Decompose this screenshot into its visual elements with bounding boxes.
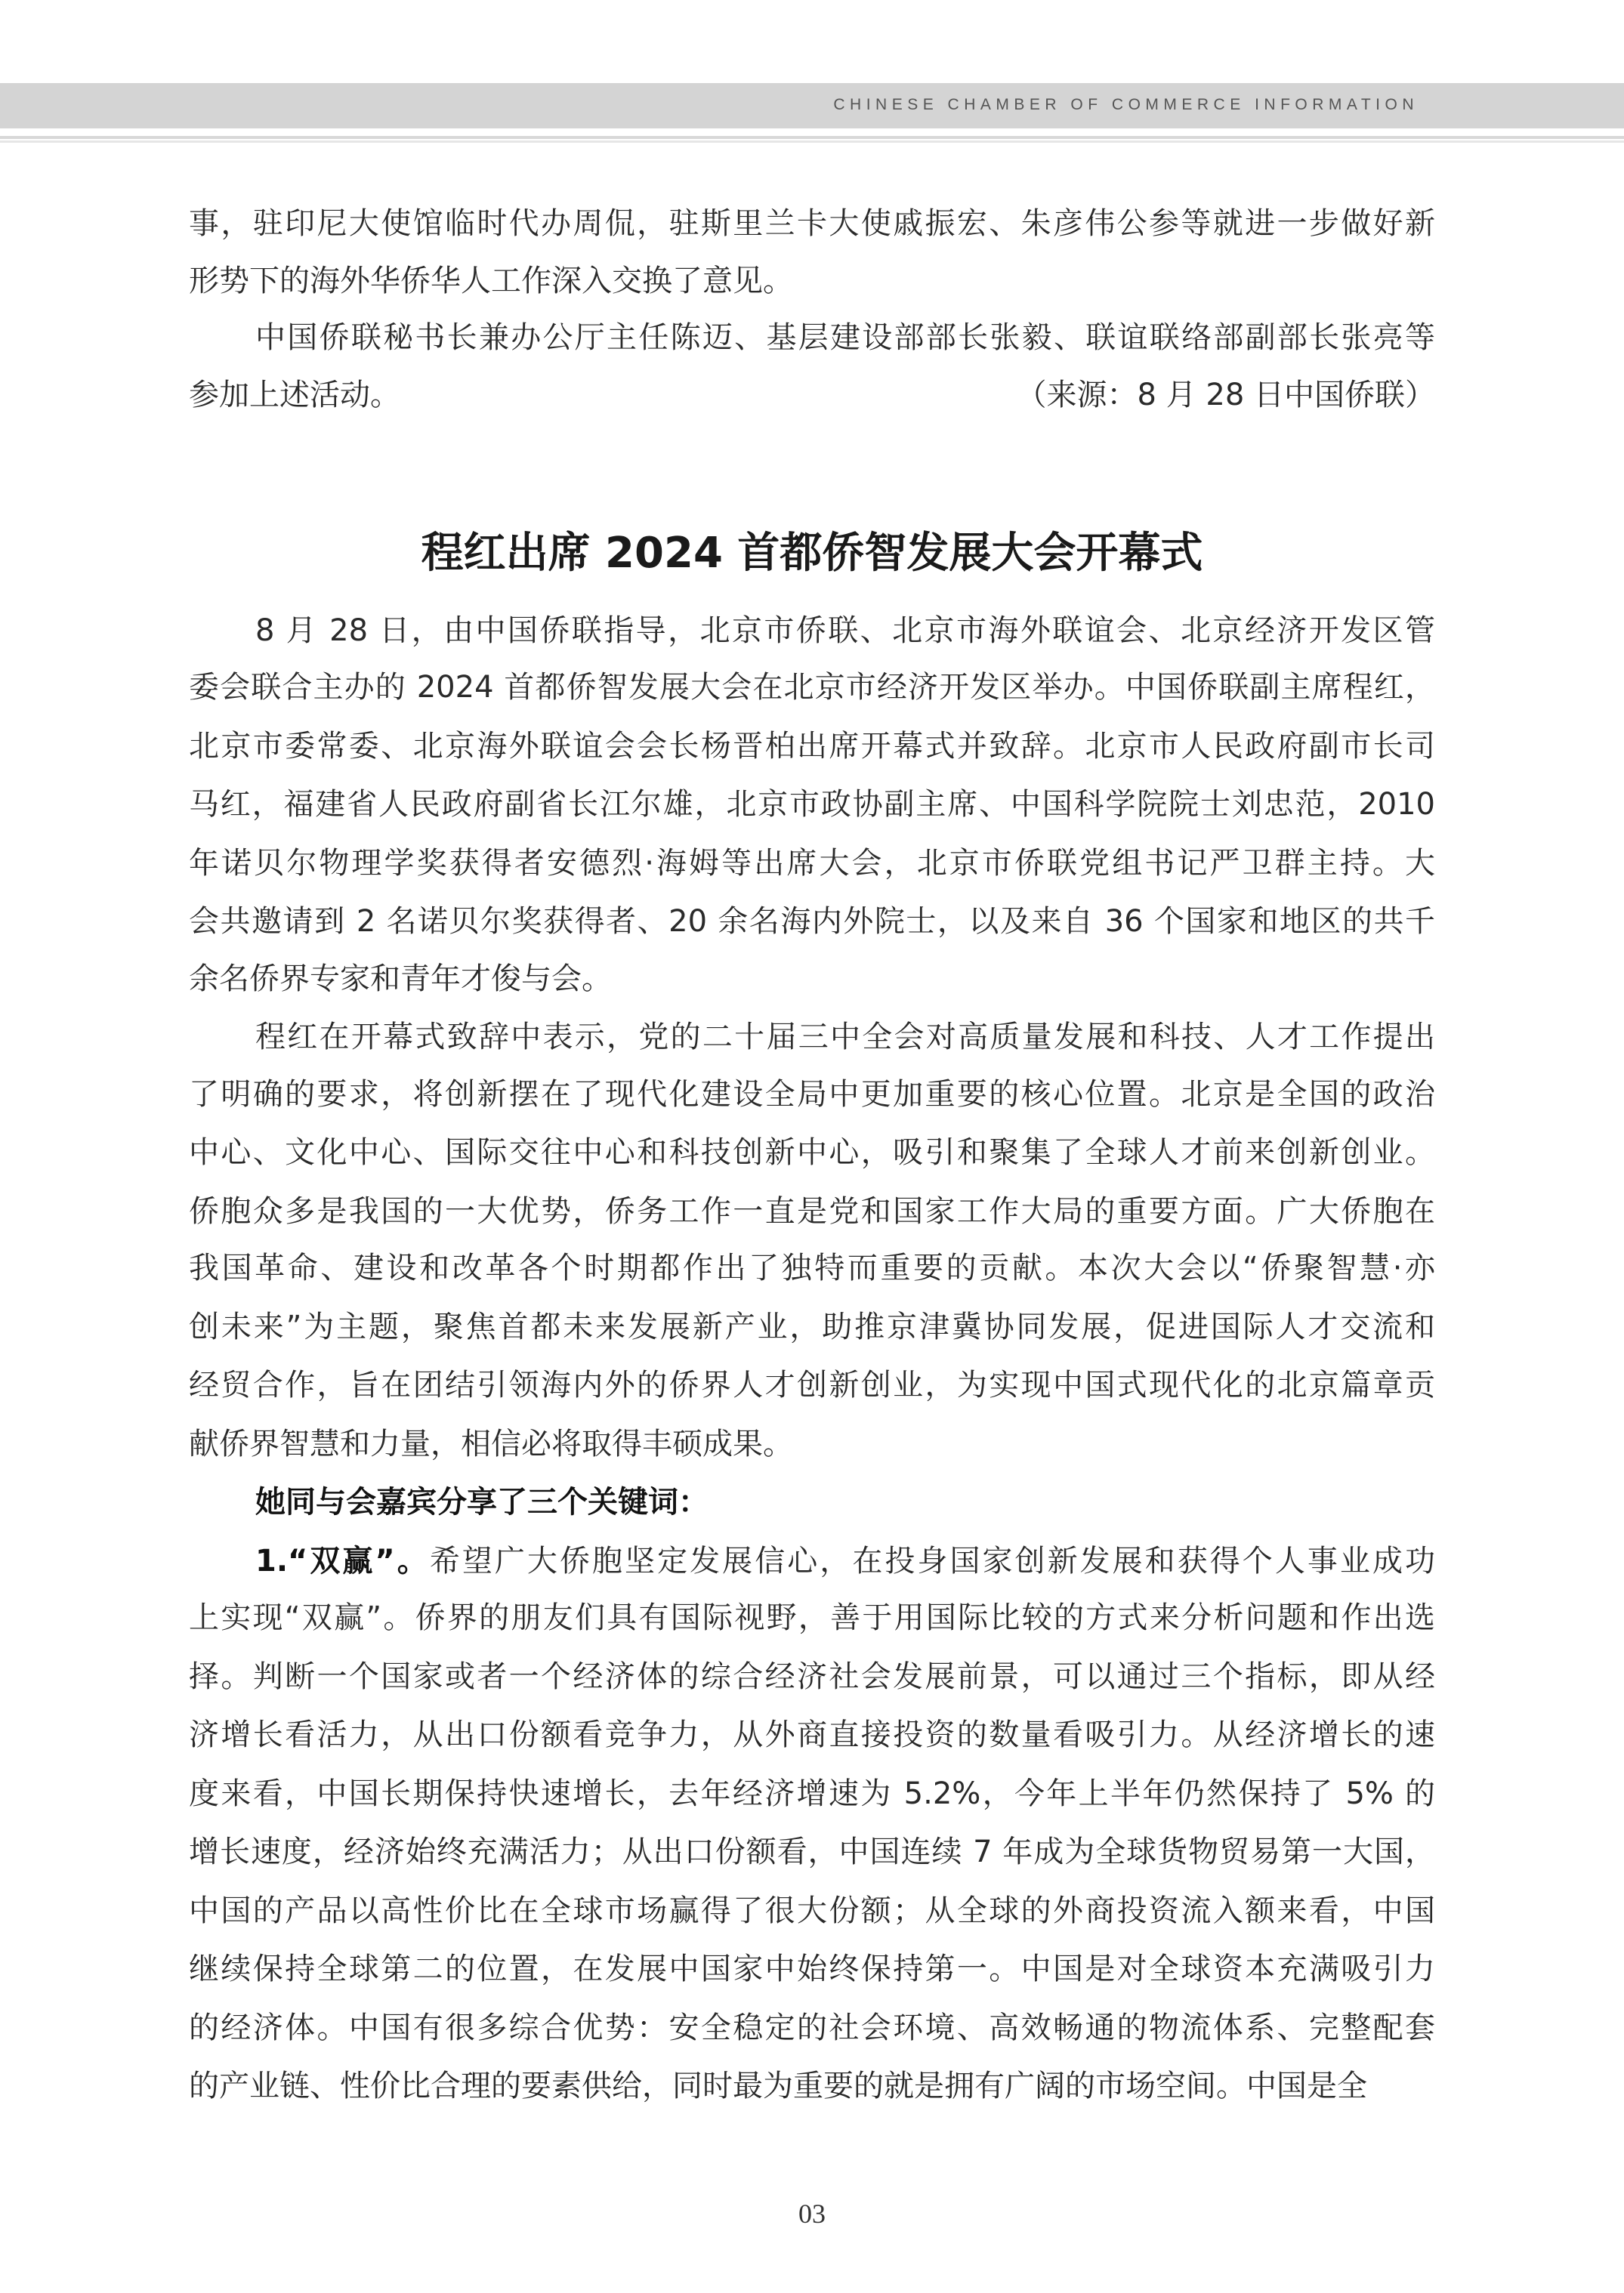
- source-note: （来源：8 月 28 日中国侨联）: [1016, 378, 1435, 412]
- text-line: 了明确的要求，将创新摆在了现代化建设全局中更加重要的核心位置。北京是全国的政治: [189, 1077, 1435, 1112]
- text-line: 事，驻印尼大使馆临时代办周侃，驻斯里兰卡大使戚振宏、朱彦伟公参等就进一步做好新: [189, 206, 1435, 241]
- header-rule: [0, 140, 1624, 143]
- text-line: 程红在开幕式致辞中表示，党的二十届三中全会对高质量发展和科技、人才工作提出: [255, 1020, 1435, 1054]
- text-line: 济增长看活力，从出口份额看竞争力，从外商直接投资的数量看吸引力。从经济增长的速: [189, 1717, 1435, 1752]
- text-line: 马红，福建省人民政府副省长江尔雄，北京市政协副主席、中国科学院院士刘忠范，2010: [189, 787, 1435, 822]
- text-run: 希望广大侨胞坚定发展信心，在投身国家创新发展和获得个人事业成功: [429, 1544, 1435, 1579]
- article-title: 程红出席 2024 首都侨智发展大会开幕式: [421, 529, 1203, 578]
- text-line: 委会联合主办的 2024 首都侨智发展大会在北京市经济开发区举办。中国侨联副主席程红，: [189, 670, 1435, 705]
- text-line: 参加上述活动。: [189, 378, 400, 412]
- text-line: 上实现“双赢”。侨界的朋友们具有国际视野，善于用国际比较的方式来分析问题和作出选: [189, 1600, 1435, 1635]
- text-line: 北京市委常委、北京海外联谊会会长杨晋柏出席开幕式并致辞。北京市人民政府副市长司: [189, 729, 1435, 764]
- text-line: 她同与会嘉宾分享了三个关键词：: [255, 1485, 709, 1520]
- text-line: [255, 1540, 1435, 1582]
- text-line: 形势下的海外华侨华人工作深入交换了意见。: [189, 264, 793, 298]
- text-line: 的经济体。中国有很多综合优势：安全稳定的社会环境、高效畅通的物流体系、完整配套: [189, 2011, 1435, 2045]
- text-line: 经贸合作，旨在团结引领海内外的侨界人才创新创业，为实现中国式现代化的北京篇章贡: [189, 1368, 1435, 1403]
- text-line: 8 月 28 日，由中国侨联指导，北京市侨联、北京市海外联谊会、北京经济开发区管: [255, 613, 1435, 648]
- text-line: 择。判断一个国家或者一个经济体的综合经济社会发展前景，可以通过三个指标，即从经: [189, 1659, 1435, 1694]
- text-line: 中心、文化中心、国际交往中心和科技创新中心，吸引和聚集了全球人才前来创新创业。: [189, 1135, 1435, 1170]
- text-line: 会共邀请到 2 名诺贝尔奖获得者、20 余名海内外院士，以及来自 36 个国家和地区的共千: [189, 904, 1435, 939]
- text-line: 我国革命、建设和改革各个时期都作出了独特而重要的贡献。本次大会以“侨聚智慧·亦: [189, 1251, 1435, 1285]
- text-line: 创未来”为主题，聚焦首都未来发展新产业，助推京津冀协同发展，促进国际人才交流和: [189, 1310, 1435, 1344]
- text-line: 侨胞众多是我国的一大优势，侨务工作一直是党和国家工作大局的重要方面。广大侨胞在: [189, 1194, 1435, 1229]
- text-line: 继续保持全球第二的位置，在发展中国家中始终保持第一。中国是对全球资本充满吸引力: [189, 1952, 1435, 1986]
- running-header: CHINESE CHAMBER OF COMMERCE INFORMATION: [833, 96, 1419, 113]
- keyword-heading: 1.“双赢”。: [255, 1544, 430, 1579]
- text-line: 献侨界智慧和力量，相信必将取得丰硕成果。: [189, 1427, 793, 1461]
- page-number: 03: [798, 2199, 826, 2229]
- header-rule: [0, 136, 1624, 139]
- text-line: 的产业链、性价比合理的要素供给，同时最为重要的就是拥有广阔的市场空间。中国是全: [189, 2069, 1367, 2103]
- text-line: 度来看，中国长期保持快速增长，去年经济增速为 5.2%，今年上半年仍然保持了 5% 的: [189, 1776, 1435, 1811]
- text-line: 增长速度，经济始终充满活力；从出口份额看，中国连续 7 年成为全球货物贸易第一大国，: [189, 1835, 1435, 1869]
- text-line: 中国侨联秘书长兼办公厅主任陈迈、基层建设部部长张毅、联谊联络部副部长张亮等: [255, 320, 1435, 355]
- text-line: 中国的产品以高性价比在全球市场赢得了很大份额；从全球的外商投资流入额来看，中国: [189, 1893, 1435, 1928]
- text-line: 余名侨界专家和青年才俊与会。: [189, 961, 612, 996]
- text-line: 年诺贝尔物理学奖获得者安德烈·海姆等出席大会，北京市侨联党组书记严卫群主持。大: [189, 846, 1435, 881]
